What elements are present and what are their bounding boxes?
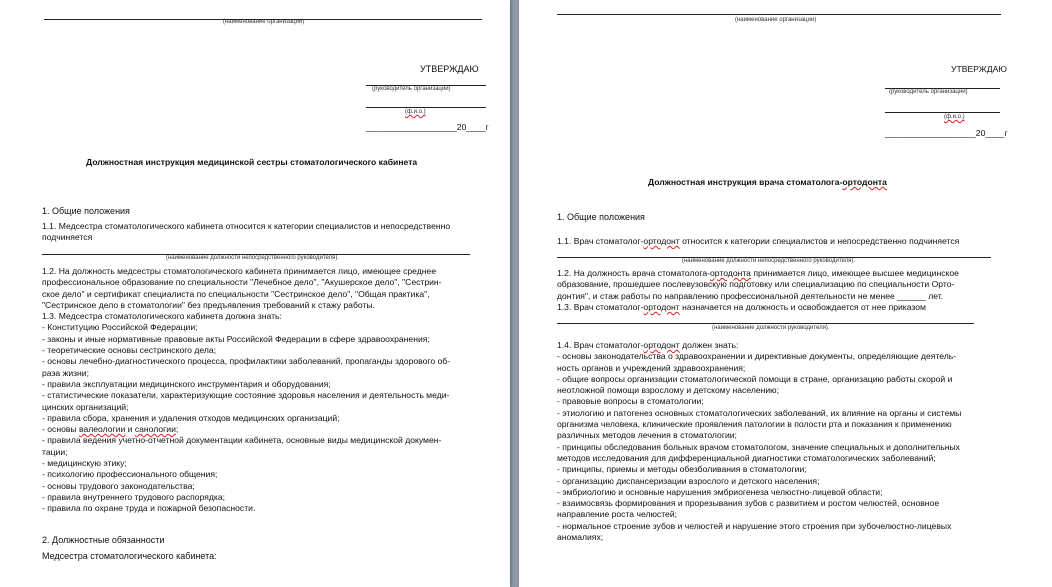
head-caption: (руководитель организации) [889, 89, 968, 95]
list-item: - правила эксплуатации медицинского инструментария и оборудования; [42, 378, 331, 389]
paragraph-line: подчиняется [42, 232, 93, 243]
paragraph-line: 1.1. Медсестра стоматологического кабинета относится к категории специалистов и непосредственно [42, 221, 451, 231]
document-title: Должностная инструкция врача стоматолога-ортодонта [648, 177, 887, 187]
list-item: раза жизни; [42, 367, 89, 378]
paragraph-line: образование, прошедшее послевузовскую подготовку или специализацию по специальности Орто- [557, 279, 955, 290]
fio-line [885, 112, 1000, 113]
paragraph-1-2-list [42, 266, 450, 515]
manager-caption: (наименование должности непосредственного руководителя). [166, 255, 340, 261]
section-2-text: Медсестра стоматологического кабинета: [42, 551, 217, 561]
list-item: - правила ведения учетно-отчетной документации кабинета, основные виды медицинской докумен- [42, 435, 442, 446]
list-item: - законы и иные нормативные правовые акты Российской Федерации в сфере здравоохранения; [42, 333, 430, 344]
list-item: аномалиях; [557, 532, 604, 543]
list-item: цинских организаций; [42, 401, 129, 412]
list-item: - эмбриологию и основные нарушения эмбриогенеза челюстно-лицевой области; [557, 486, 883, 497]
list-item: - статистические показатели, характеризующие состояние здоровья населения и деятельность меди- [42, 390, 450, 401]
date-line: ___________________20____г [885, 128, 1008, 138]
list-item: неотложной помощи взрослому и детскому населению; [557, 385, 779, 396]
section-1-heading: 1. Общие положения [42, 206, 130, 216]
paragraph-line: 1.4. Врач стоматолог-ортодонт должен знать: [557, 340, 739, 350]
date-line: ___________________20____г [366, 122, 489, 132]
list-item: - правила внутреннего трудового распорядка; [42, 491, 226, 502]
list-item: - этиологию и патогенез основных стоматологических заболеваний, их влияние на органы и системы [557, 407, 962, 418]
list-item: - теоретические основы сестринского дела; [42, 345, 217, 356]
approve-label: УТВЕРЖДАЮ [951, 64, 1007, 74]
approve-label: УТВЕРЖДАЮ [420, 64, 479, 74]
list-item: направление роста челюстей; [557, 509, 678, 520]
list-item: - основы трудового законодательства; [42, 480, 195, 491]
fio-caption: (ф.и.о.) [944, 114, 965, 120]
head-caption: (руководитель организации) [372, 86, 451, 92]
paragraph-line: ское дело" и сертификат специалиста по специальности "Сестринское дело", "Общая практика", [42, 288, 430, 299]
list-item: - нормальное строение зубов и челюстей и нарушение этого строения при зубочелюстно-лицевых [557, 520, 952, 531]
paragraph-1-2 [557, 268, 959, 313]
list-item: организма человека, клинические проявления патологии в полости рта и показания к применению [557, 419, 952, 430]
list-item: - правила сбора, хранения и удаления отходов медицинских организаций; [42, 412, 340, 423]
list-item: - основы лечебно-диагностического процесса, профилактики заболеваний, пропаганды здорового об- [42, 356, 451, 367]
list-item: - принципы, приемы и методы обезболивания в стоматологии; [557, 464, 807, 475]
paragraph-1-1 [42, 221, 450, 244]
org-name-line [557, 14, 1001, 15]
paragraph-1-4-list [557, 340, 961, 543]
section-1-heading: 1. Общие положения [557, 212, 645, 222]
paragraph-line: 1.3. Медсестра стоматологического кабинета должна знать: [42, 311, 282, 322]
paragraph-1-1: 1.1. Врач стоматолог-ортодонт относится к категории специалистов и непосредственно подчиняется [557, 236, 960, 246]
director-line [557, 323, 974, 324]
document-title: Должностная инструкция медицинской сестры стоматологического кабинета [86, 157, 418, 167]
list-item: тации; [42, 446, 68, 457]
list-item: - общие вопросы организации стоматологической помощи в стране, организацию работы скорой и [557, 373, 953, 384]
list-item: - правила по охране труда и пожарной безопасности. [42, 503, 256, 514]
list-item: - основы валеологии и санологии; [42, 424, 179, 435]
list-item: - принципы обследования больных врачом стоматологом, значение специальных и дополнительных [557, 441, 960, 452]
list-item: методов исследования для дифференциальной диагностики стоматологических заболеваний; [557, 452, 936, 463]
manager-caption: (наименование должности непосредственного руководителя). [682, 258, 856, 264]
list-item: различных методов лечения в стоматологии; [557, 430, 737, 441]
paragraph-line: профессиональное образование по специальности "Лечебное дело", "Акушерское дело", "Сестрин- [42, 277, 442, 288]
fio-caption: (ф.и.о.) [405, 109, 426, 115]
paragraph-line: донтия", и стаж работы по направлению профессиональной деятельности не менее ______ лет. [557, 290, 944, 301]
list-item: - психологию профессионального общения; [42, 469, 218, 480]
list-item: - взаимосвязь формирования и прорезывания зубов с развитием и ростом челюстей, основное [557, 498, 940, 509]
paragraph-line: 1.3. Врач стоматолог-ортодонт назначается на должность и освобождается от нее приказом [557, 301, 926, 312]
list-item: - основы законодательства о здравоохранении и директивные документы, определяющие деятель- [557, 351, 957, 362]
document-page-right [519, 0, 1052, 587]
org-name-caption: (наименование организации) [735, 17, 817, 23]
section-2-heading: 2. Должностные обязанности [42, 535, 165, 545]
paragraph-line: "Сестринское дело в стоматологии" без предъявления требований к стажу работы. [42, 299, 375, 310]
list-item: - правовые вопросы в стоматологии; [557, 396, 704, 407]
document-page-left [0, 0, 510, 587]
list-item: - организацию диспансеризации взрослого и детского населения; [557, 475, 820, 486]
fio-line [366, 107, 486, 108]
paragraph-line: 1.2. На должность медсестры стоматологического кабинета принимается лицо, имеющее среднее [42, 266, 437, 276]
list-item: ность органов и учреждений здравоохранения; [557, 362, 746, 373]
list-item: - медицинскую этику; [42, 458, 127, 469]
org-name-caption: (наименование организации) [223, 19, 305, 25]
director-caption: (наименование должности руководителя). [712, 325, 830, 331]
list-item: - Конституцию Российской Федерации; [42, 322, 198, 333]
paragraph-line: 1.2. На должность врача стоматолога-ортодонта принимается лицо, имеющее высшее медицинское [557, 268, 959, 278]
